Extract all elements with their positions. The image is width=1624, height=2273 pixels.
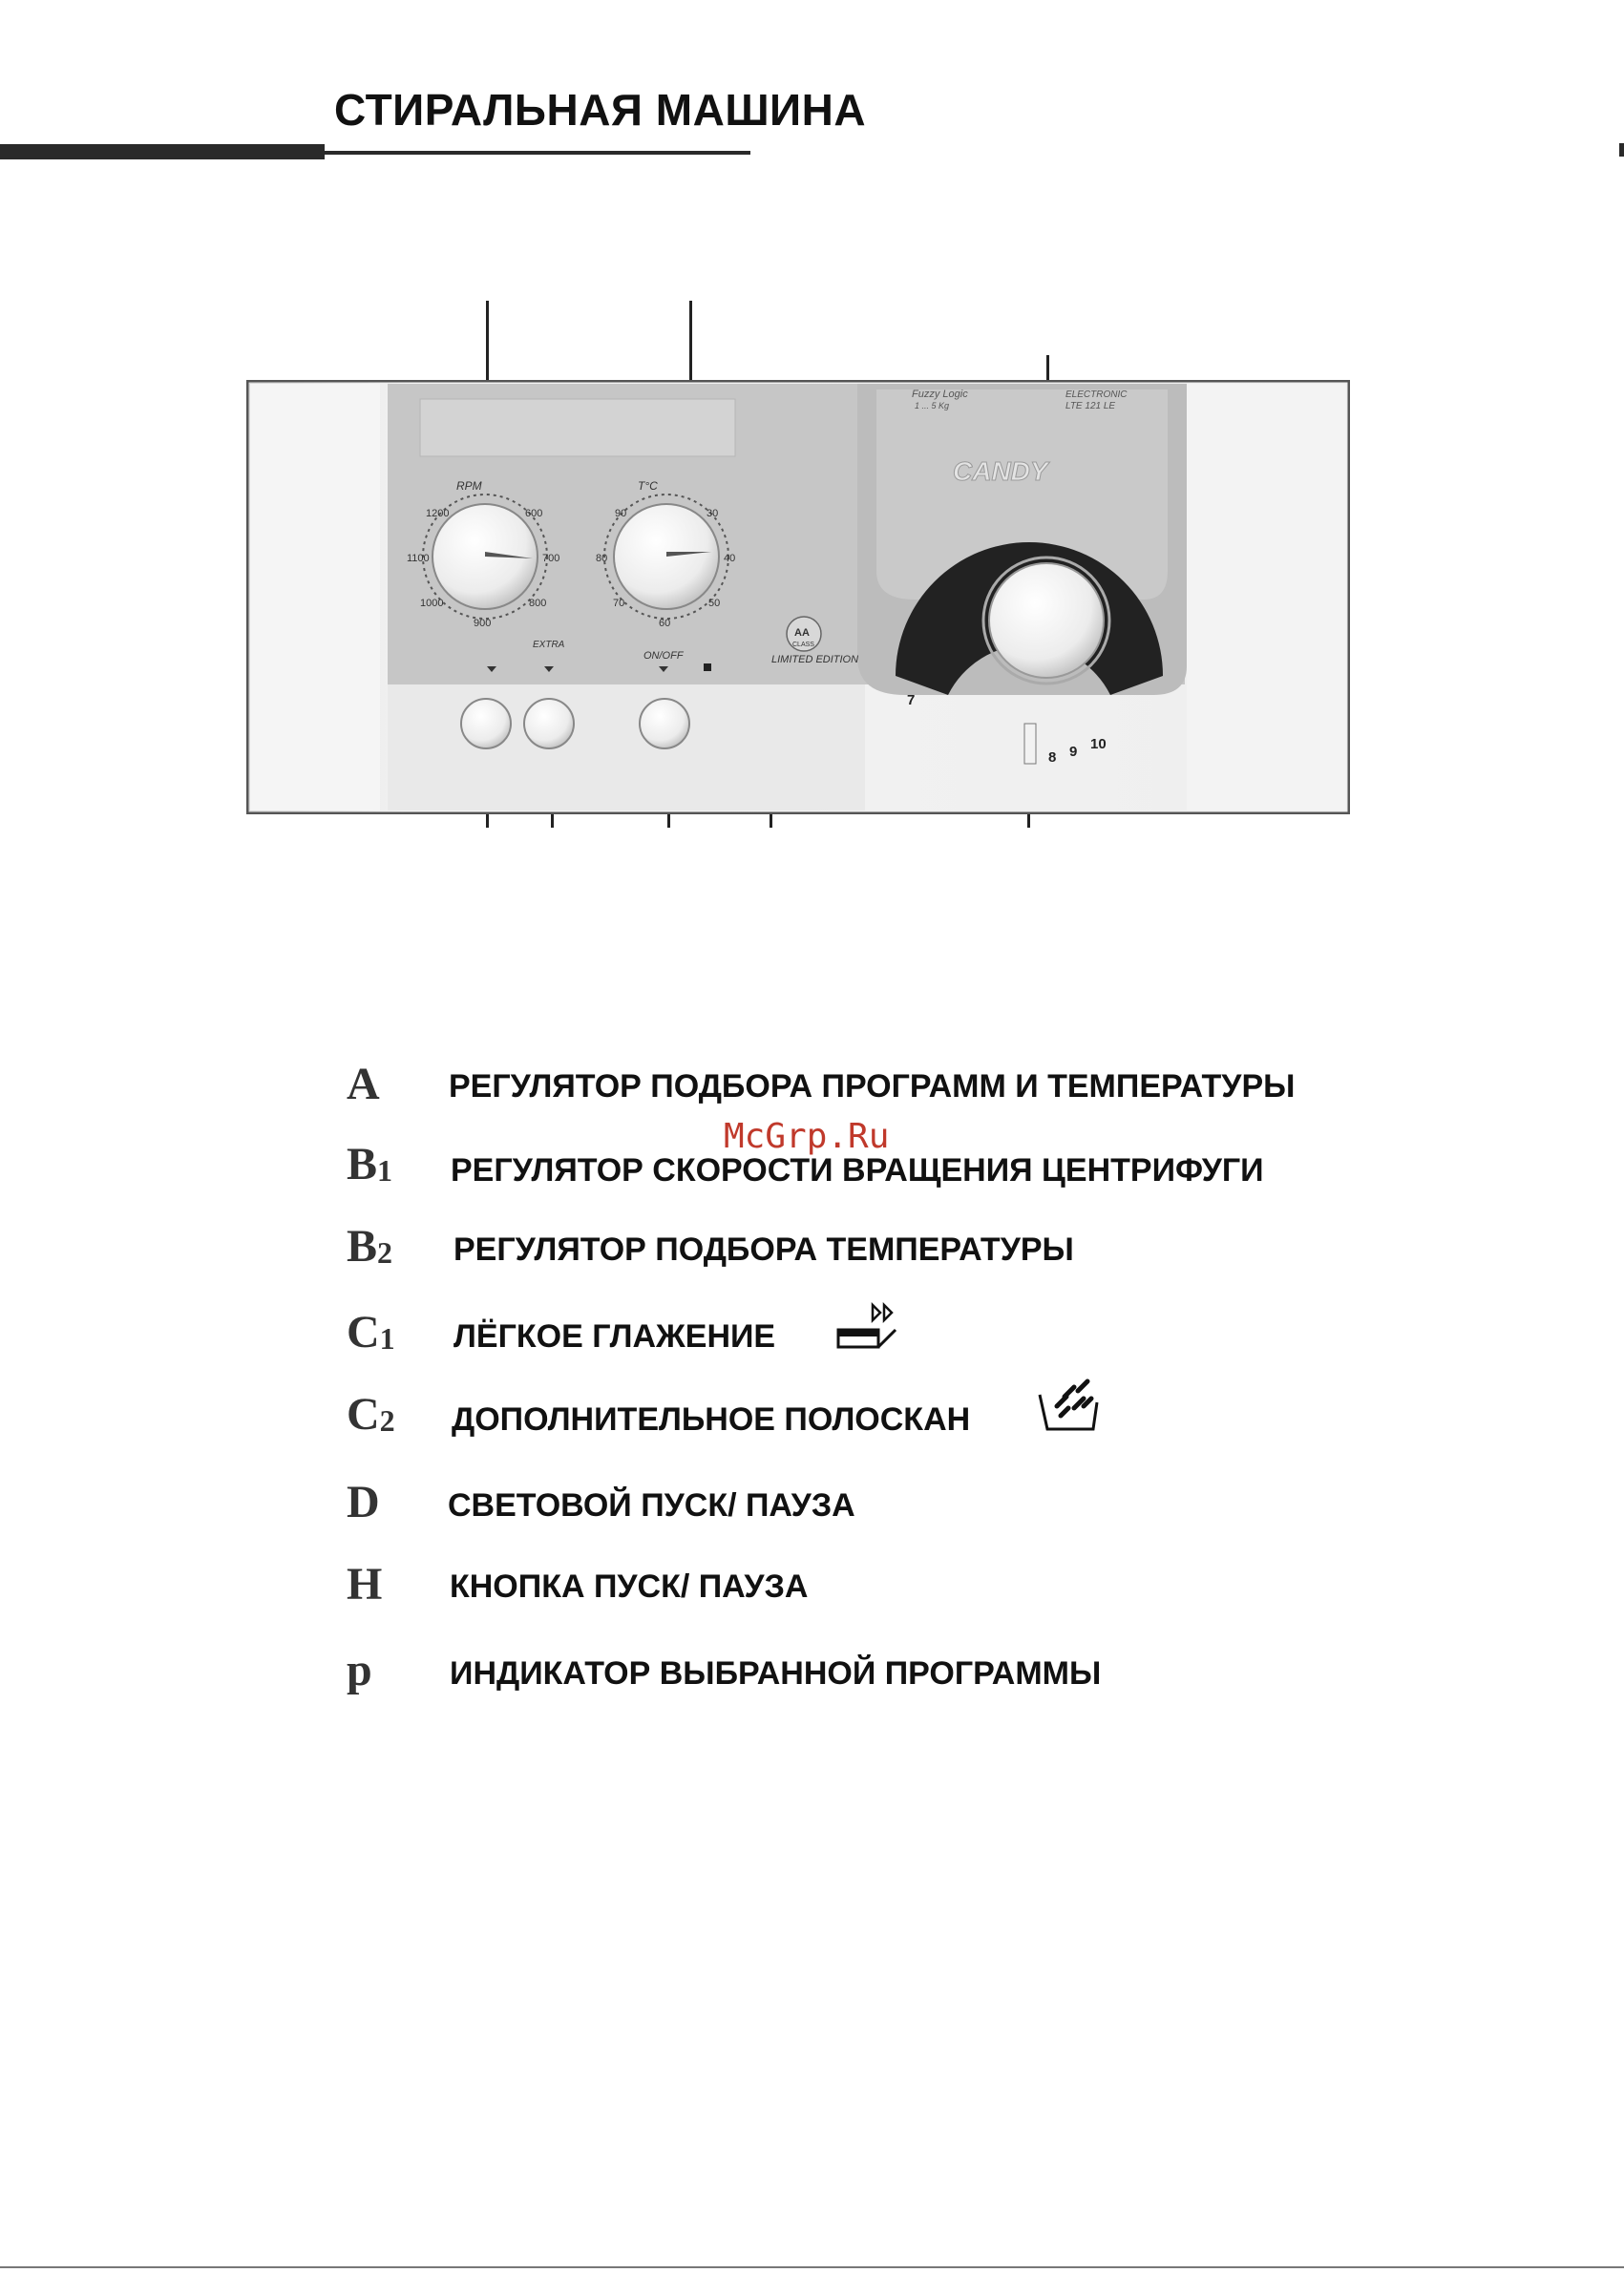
control-panel-illustration — [246, 380, 1350, 814]
page-bottom-line — [0, 2266, 1624, 2268]
brand-logo: CANDY — [953, 456, 1048, 486]
legend-text-a: РЕГУЛЯТОР ПОДБОРА ПРОГРАММ И ТЕМПЕРАТУРЫ — [449, 1068, 1296, 1105]
title-rule-thin — [325, 151, 750, 155]
legend-letter-h: H — [347, 1559, 383, 1610]
legend-text-h: КНОПКА ПУСК/ ПАУЗА — [450, 1568, 809, 1605]
capacity-label: 1 ... 5 Kg — [915, 401, 950, 410]
rpm-label: RPM — [456, 479, 482, 493]
page-edge-mark — [1619, 143, 1624, 157]
temp-scale-90: 90 — [615, 508, 627, 519]
rpm-scale-1200: 1200 — [426, 508, 450, 519]
button-onoff-label: ON/OFF — [643, 650, 684, 662]
program-number-10: 10 — [1090, 736, 1107, 752]
temp-label: T°C — [638, 479, 658, 493]
button-extra-label: EXTRA — [533, 640, 565, 650]
model-line1: ELECTRONIC — [1065, 389, 1128, 400]
legend-letter-c2: $C_2$ — [347, 1389, 395, 1440]
rpm-scale-600: 600 — [525, 508, 543, 519]
legend-text-b1: РЕГУЛЯТОР СКОРОСТИ ВРАЩЕНИЯ ЦЕНТРИФУГИ — [451, 1152, 1264, 1189]
legend-text-c2: ДОПОЛНИТЕЛЬНОЕ ПОЛОСКАН — [452, 1401, 971, 1438]
limited-edition-label: LIMITED EDITION — [771, 654, 859, 665]
temp-scale-50: 50 — [708, 598, 721, 609]
rpm-scale-1000: 1000 — [420, 598, 444, 609]
program-number-9: 9 — [1069, 744, 1078, 760]
temp-scale-70: 70 — [613, 598, 625, 609]
legend-letter-d: D — [347, 1477, 380, 1527]
legend-text-d: СВЕТОВОЙ ПУСК/ ПАУЗА — [448, 1487, 855, 1524]
legend-text-b2: РЕГУЛЯТОР ПОДБОРА ТЕМПЕРАТУРЫ — [453, 1231, 1074, 1268]
legend-letter-a: A — [347, 1059, 380, 1109]
temp-scale-30: 30 — [707, 508, 719, 519]
legend-text-p: ИНДИКАТОР ВЫБРАННОЙ ПРОГРАММЫ — [450, 1655, 1102, 1692]
rinse-icon — [1036, 1372, 1101, 1435]
rpm-scale-700: 700 — [542, 553, 560, 564]
title-rule-thick — [0, 144, 325, 159]
model-line2: LTE 121 LE — [1065, 401, 1116, 411]
energy-badge: AA — [794, 627, 810, 639]
temp-scale-80: 80 — [596, 553, 608, 564]
iron-icon — [836, 1301, 903, 1351]
legend-letter-b1: $B_1$ — [347, 1139, 393, 1189]
program-number-7: 7 — [907, 692, 916, 708]
legend-letter-c1: $C_1$ — [347, 1307, 395, 1357]
legend-letter-p: p — [347, 1645, 372, 1695]
watermark: McGrp.Ru — [724, 1117, 890, 1156]
temp-scale-60: 60 — [659, 618, 671, 629]
fuzzy-logic-label: Fuzzy Logic — [912, 389, 968, 400]
page-title: СТИРАЛЬНАЯ МАШИНА — [334, 85, 867, 135]
rpm-scale-1100: 1100 — [407, 553, 430, 564]
start-pause-light — [704, 663, 711, 671]
rpm-scale-800: 800 — [529, 598, 547, 609]
rpm-scale-900: 900 — [474, 618, 492, 629]
legend-text-c1: ЛЁГКОЕ ГЛАЖЕНИЕ — [453, 1318, 776, 1355]
temp-scale-40: 40 — [724, 553, 736, 564]
program-number-8: 8 — [1048, 749, 1057, 766]
energy-badge-sub: CLASS — [792, 642, 814, 648]
legend-letter-b2: $B_2$ — [347, 1221, 393, 1272]
